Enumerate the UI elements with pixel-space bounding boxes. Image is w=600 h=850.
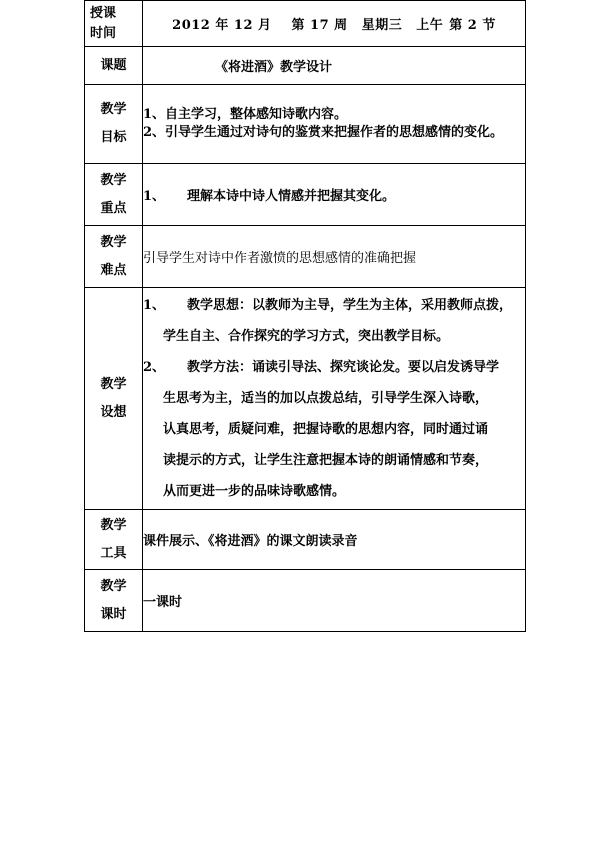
row-hours xyxy=(85,570,526,632)
hours-value: 一课时 xyxy=(143,570,526,632)
row-design xyxy=(85,288,526,510)
time-label-line1: 授课 xyxy=(90,5,117,21)
tools-label-line1: 教学 xyxy=(100,517,127,533)
design-item-1-text: 教学思想：以教师为主导，学生为主体，采用教师点拨， xyxy=(187,298,513,313)
design-item-2-number: 2、 xyxy=(143,360,166,375)
objectives-label-line1: 教学 xyxy=(100,102,127,117)
focus-label-line2: 重点 xyxy=(100,200,127,216)
design-label-line1: 教学 xyxy=(100,376,127,392)
hours-label-line1: 教学 xyxy=(100,578,127,594)
time-value xyxy=(143,1,526,47)
hours-label xyxy=(85,570,143,632)
design-item-1-number: 1、 xyxy=(143,298,166,313)
difficulty-label-line2: 难点 xyxy=(100,262,127,278)
difficulty-value: 引导学生对诗中作者激愤的思想感情的准确把握 xyxy=(143,226,526,288)
hours-label-line2: 课时 xyxy=(100,606,127,622)
tools-value: 课件展示、《将进酒》的课文朗读录音 xyxy=(143,510,526,570)
focus-label xyxy=(85,164,143,226)
row-objectives xyxy=(85,85,526,164)
objectives-label xyxy=(85,85,143,164)
design-item-2-line-2: 生思考为主，适当的加以点拨总结，引导学生深入诗歌， xyxy=(163,391,489,406)
objective-item-1: 1、自主学习，整体感知诗歌内容。 xyxy=(143,107,348,122)
design-item-2-line-5: 从而更进一步的品味诗歌感情。 xyxy=(163,484,346,499)
design-item-2-line-1 xyxy=(143,352,525,383)
design-label xyxy=(85,288,143,510)
design-item-2-line-4: 读提示的方式，让学生注意把握本诗的朗诵情感和节奏， xyxy=(163,453,489,468)
focus-label-line1: 教学 xyxy=(100,172,127,188)
objectives-value xyxy=(143,85,526,164)
row-tools xyxy=(85,510,526,570)
design-value xyxy=(143,288,526,510)
topic-label: 课题 xyxy=(85,47,143,85)
time-week: 第 17 周 xyxy=(291,18,348,33)
row-difficulty xyxy=(85,226,526,288)
focus-value xyxy=(143,164,526,226)
row-teaching-time xyxy=(85,1,526,47)
time-label xyxy=(85,1,143,47)
time-label-line2: 时间 xyxy=(90,25,117,41)
focus-number: 1、 xyxy=(143,189,166,204)
lesson-plan-table xyxy=(84,0,526,632)
time-lesson: 第 2 节 xyxy=(449,18,496,33)
design-item-1-line-2: 学生自主、合作探究的学习方式，突出教学目标。 xyxy=(163,329,450,344)
design-item-2-text: 教学方法：诵读引导法、探究谈论发。要以启发诱导学 xyxy=(187,360,500,375)
objectives-label-line2: 目标 xyxy=(100,130,127,145)
focus-text: 理解本诗中诗人情感并把握其变化。 xyxy=(187,189,396,204)
difficulty-label xyxy=(85,226,143,288)
design-item-1-line-1 xyxy=(143,290,525,321)
time-period: 上午 xyxy=(416,18,444,33)
difficulty-label-line1: 教学 xyxy=(100,234,127,250)
time-year-month: 2012 年 12 月 xyxy=(172,18,272,33)
topic-value: 《将进酒》教学设计 xyxy=(143,47,526,85)
row-topic xyxy=(85,47,526,85)
design-item-2-line-3: 认真思考，质疑问难，把握诗歌的思想内容，同时通过诵 xyxy=(163,422,489,437)
design-label-line2: 设想 xyxy=(100,404,127,420)
row-focus xyxy=(85,164,526,226)
objective-item-2: 2、引导学生通过对诗句的鉴赏来把握作者的思想感情的变化。 xyxy=(143,125,504,140)
time-day: 星期三 xyxy=(361,18,403,33)
tools-label xyxy=(85,510,143,570)
tools-label-line2: 工具 xyxy=(100,545,127,561)
